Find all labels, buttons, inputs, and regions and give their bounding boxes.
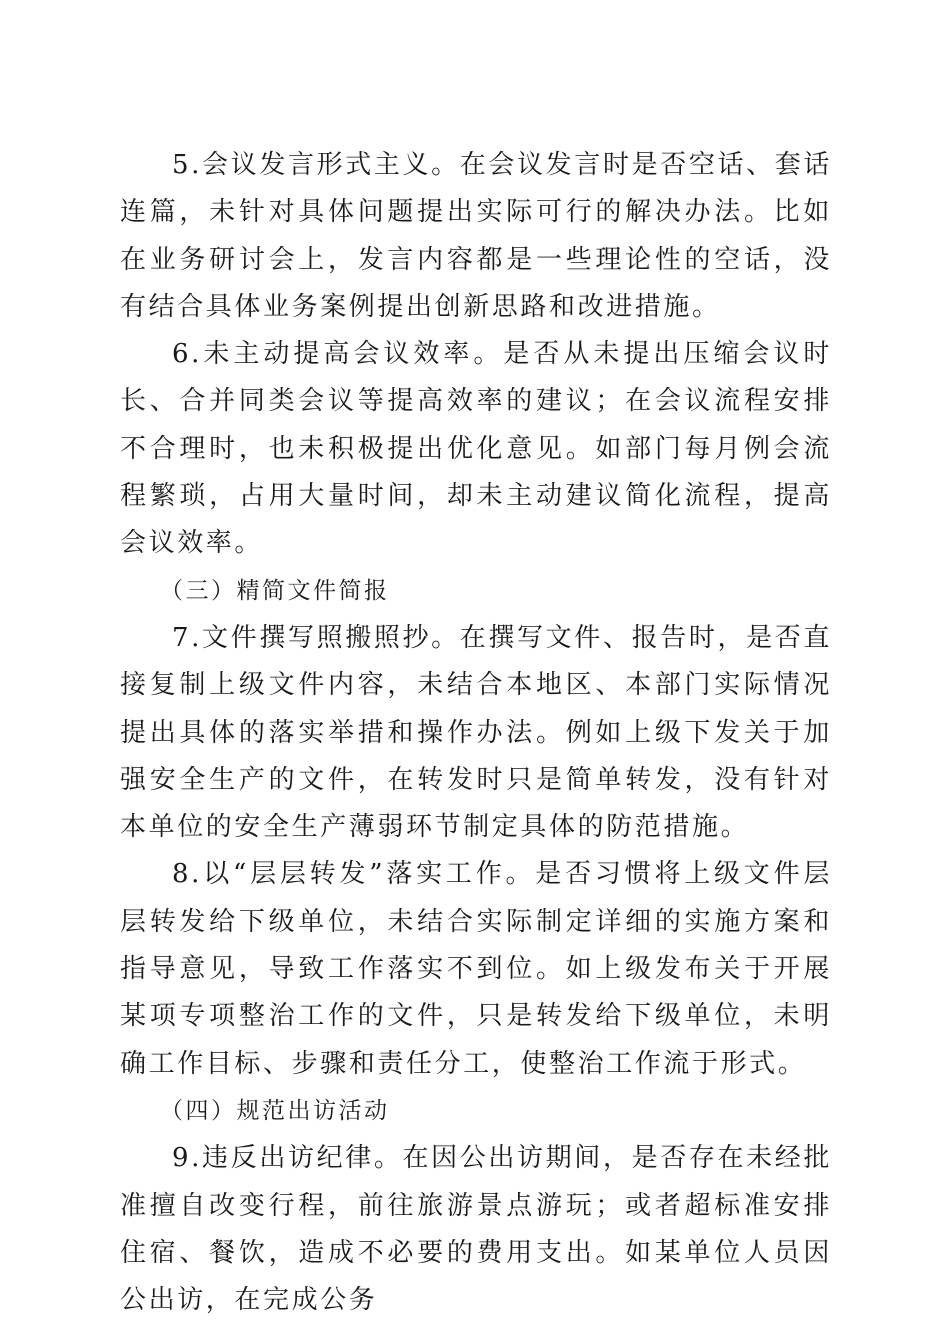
section-heading-3: （三）精简文件简报 bbox=[160, 577, 390, 604]
paragraph-5: 5.会议发言形式主义。在会议发言时是否空话、套话连篇，未针对具体问题提出实际可行的解决办法。比如在业务研讨会上，发言内容都是一些理论性的空话，没有结合具体业务案例提出创新思路和改进措施。 bbox=[120, 150, 832, 322]
paragraph-6: 6.未主动提高会议效率。是否从未提出压缩会议时长、合并同类会议等提高效率的建议；在会议流程安排不合理时，也未积极提出优化意见。如部门每月例会流程繁琐，占用大量时间，却未主动建议简化流程，提高会议效率。 bbox=[120, 339, 832, 559]
paragraph-9: 9.违反出访纪律。在因公出访期间，是否存在未经批准擅自改变行程，前往旅游景点游玩；或者超标准安排住宿、餐饮，造成不必要的费用支出。如某单位人员因公出访，在完成公务 bbox=[120, 1143, 832, 1316]
paragraph-8: 8.以“层层转发”落实工作。是否习惯将上级文件层层转发给下级单位，未结合实际制定详细的实施方案和指导意见，导致工作落实不到位。如上级发布关于开展某项专项整治工作的文件，只是转发给下级单位，未明确工作目标、步骤和责任分工，使整治工作流于形式。 bbox=[120, 859, 832, 1079]
document-body bbox=[120, 142, 832, 1324]
paragraph-7: 7.文件撰写照搬照抄。在撰写文件、报告时，是否直接复制上级文件内容，未结合本地区、本部门实际情况提出具体的落实举措和操作办法。例如上级下发关于加强安全生产的文件，在转发时只是简单转发，没有针对本单位的安全生产薄弱环节制定具体的防范措施。 bbox=[120, 622, 832, 843]
section-heading-4: （四）规范出访活动 bbox=[160, 1097, 390, 1124]
